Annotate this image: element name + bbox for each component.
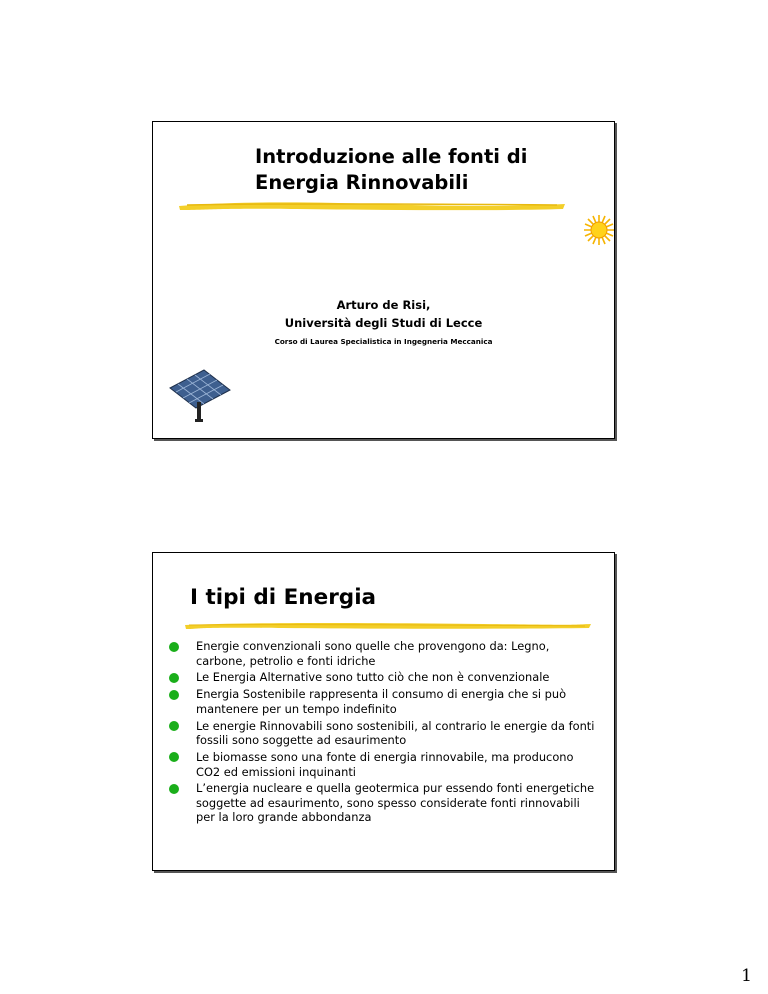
title-line-2: Energia Rinnovabili bbox=[255, 171, 469, 194]
bullet-dot-icon bbox=[169, 673, 179, 683]
bullet-list bbox=[169, 639, 599, 827]
bullet-dot-icon bbox=[169, 752, 179, 762]
bullet-text: Le Energia Alternative sono tutto ciò che non è convenzionale bbox=[196, 670, 550, 685]
list-item bbox=[169, 750, 599, 779]
title-line-1: Introduzione alle fonti di bbox=[255, 145, 528, 168]
course-name: Corso di Laurea Specialistica in Ingegneria Meccanica bbox=[274, 337, 493, 346]
slide-title bbox=[152, 121, 615, 439]
list-item bbox=[169, 687, 599, 716]
bullet-text: Energie convenzionali sono quelle che provengono da: Legno, carbone, petrolio e fonti idriche bbox=[196, 639, 550, 668]
list-item bbox=[169, 639, 599, 668]
university-name: Università degli Studi di Lecce bbox=[284, 316, 483, 330]
heading-underline-stroke bbox=[183, 619, 593, 631]
list-item bbox=[169, 781, 599, 825]
solar-panel-icon bbox=[168, 362, 232, 424]
bullet-dot-icon bbox=[169, 690, 179, 700]
list-item bbox=[169, 719, 599, 748]
bullet-text: Energia Sostenibile rappresenta il consumo di energia che si può mantenere per un tempo indefinito bbox=[196, 687, 567, 716]
slide-energy-types bbox=[152, 552, 615, 871]
sun-icon bbox=[583, 214, 615, 246]
bullet-dot-icon bbox=[169, 784, 179, 794]
bullet-dot-icon bbox=[169, 721, 179, 731]
author-name: Arturo de Risi, bbox=[336, 298, 431, 312]
bullet-text: L’energia nucleare e quella geotermica pur essendo fonti energetiche soggette ad esaurimento, sono spesso considerate fonti rinnovabili per la loro grande abbondanza bbox=[196, 781, 595, 825]
bullet-text: Le biomasse sono una fonte di energia rinnovabile, ma producono CO2 ed emissioni inquinanti bbox=[196, 749, 574, 779]
bullet-text: Le energie Rinnovabili sono sostenibili, al contrario le energie da fonti fossili sono soggette ad esaurimento bbox=[196, 718, 595, 748]
page-number: 1 bbox=[741, 966, 752, 986]
title-underline-stroke bbox=[177, 198, 567, 212]
list-item bbox=[169, 670, 599, 685]
slide-title-heading bbox=[255, 144, 595, 196]
slide-heading: I tipi di Energia bbox=[190, 585, 377, 610]
bullet-dot-icon bbox=[169, 642, 179, 652]
